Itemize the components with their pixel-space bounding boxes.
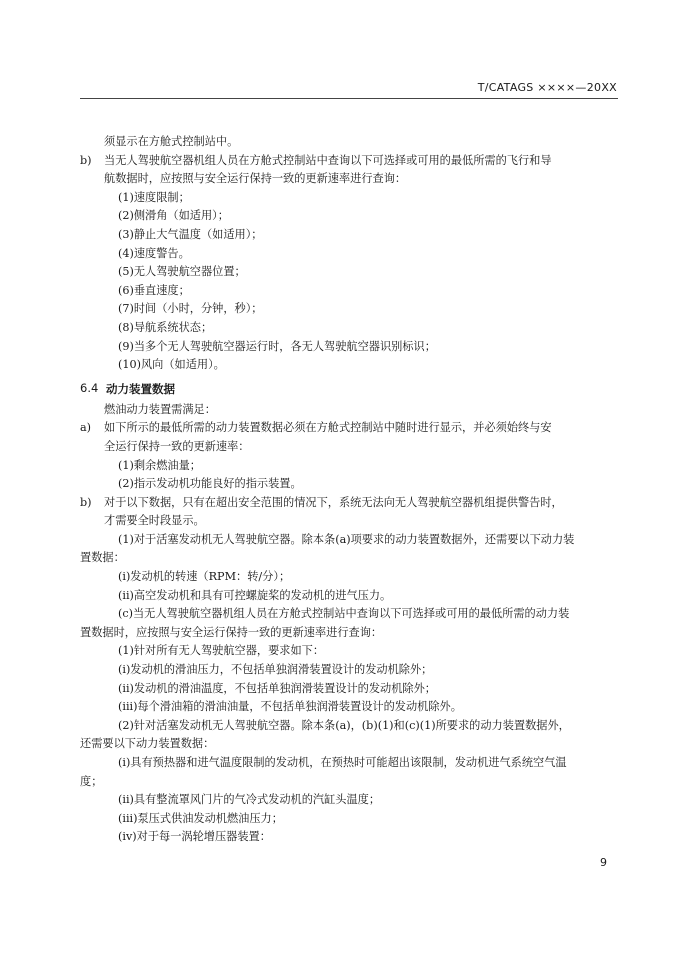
paragraph-line: 航数据时，应按照与安全运行保持一致的更新速率进行查询： [104,172,407,186]
sub-item: (3)静止大气温度（如适用）； [118,227,263,241]
list-item-text: 对于以下数据，只有在超出安全范围的情况下，系统无法向无人驾驶航空器机组提供警告时， [104,495,563,509]
list-marker: b) [80,495,92,509]
sub-item: (7)时间（小时，分钟，秒）； [118,302,263,316]
sub-item: (5)无人驾驶航空器位置； [118,265,246,279]
sub-item: (iii)每个滑油箱的滑油油量，不包括单独润滑装置设计的发动机除外。 [118,700,462,714]
paragraph-line: 置数据： [80,551,125,565]
document-code: T/CATAGS ××××—20XX [477,81,617,94]
list-item [80,494,620,513]
paragraph-line: 置数据时，应按照与安全运行保持一致的更新速率进行查询： [80,625,383,639]
section-number: 6.4 [80,380,99,395]
sub-item: (1)对于活塞发动机无人驾驶航空器。除本条(a)项要求的动力装置数据外，还需要以下动力装 [118,532,575,546]
sub-item: (i)具有预热器和进气温度限制的发动机，在预热时可能超出该限制，发动机进气系统空气温 [118,756,567,769]
sub-item: (2)针对活塞发动机无人驾驶航空器。除本条(a)，(b)(1)和(c)(1)所要求的动力装置数据外， [118,718,570,732]
sub-item: (8)导航系统状态； [118,320,213,334]
section-heading [80,381,620,397]
sub-item: (2)侧滑角（如适用）； [118,209,229,223]
section-title: 动力装置数据 [106,381,175,396]
list-item-text: 如下所示的最低所需的动力装置数据必须在方舱式控制站中随时进行显示，并必须始终与安 [104,421,552,435]
paragraph-line: 全运行保持一致的更新速率： [104,439,250,453]
sub-item: (4)速度警告。 [118,246,190,260]
page-number: 9 [600,856,607,869]
sub-item: (iii)泵压式供油发动机燃油压力； [118,811,283,825]
paragraph-line: 燃油动力装置需满足： [104,402,216,416]
sub-item: (c)当无人驾驶航空器机组人员在方舱式控制站中查询以下可选择或可用的最低所需的动力装 [118,607,570,621]
list-item [80,152,620,171]
list-marker: a) [80,421,92,435]
paragraph-line: 才需要全时段显示。 [104,514,205,528]
sub-item: (9)当多个无人驾驶航空器运行时，各无人驾驶航空器识别标识； [118,339,436,353]
paragraph-line: 度； [80,774,103,788]
sub-item: (10)风向（如适用）。 [118,358,225,372]
header-divider [80,98,618,99]
sub-item: (6)垂直速度； [118,283,190,297]
list-item-text: 当无人驾驶航空器机组人员在方舱式控制站中查询以下可选择或可用的最低所需的飞行和导 [104,153,552,167]
document-body [80,133,620,847]
sub-item: (i)发动机的转速（RPM：转/分）； [118,570,291,584]
paragraph-line: 须显示在方舱式控制站中。 [104,135,239,148]
sub-item: (1)剩余燃油量； [118,458,201,472]
sub-item: (i)发动机的滑油压力，不包括单独润滑装置设计的发动机除外； [118,663,433,677]
list-item [80,419,620,438]
sub-item: (1)速度限制； [118,190,190,204]
paragraph-line: 还需要以下动力装置数据： [80,737,215,751]
list-marker: b) [80,153,92,167]
sub-item: (2)指示发动机功能良好的指示装置。 [118,477,302,491]
sub-item: (ii)具有整流罩风门片的气冷式发动机的汽缸头温度； [118,793,381,807]
sub-item: (1)针对所有无人驾驶航空器，要求如下： [118,644,325,658]
sub-item: (ii)发动机的滑油温度，不包括单独润滑装置设计的发动机除外； [118,681,436,695]
sub-item: (iv)对于每一涡轮增压器装置： [118,830,271,844]
sub-item: (ii)高空发动机和具有可控螺旋桨的发动机的进气压力。 [118,588,392,602]
